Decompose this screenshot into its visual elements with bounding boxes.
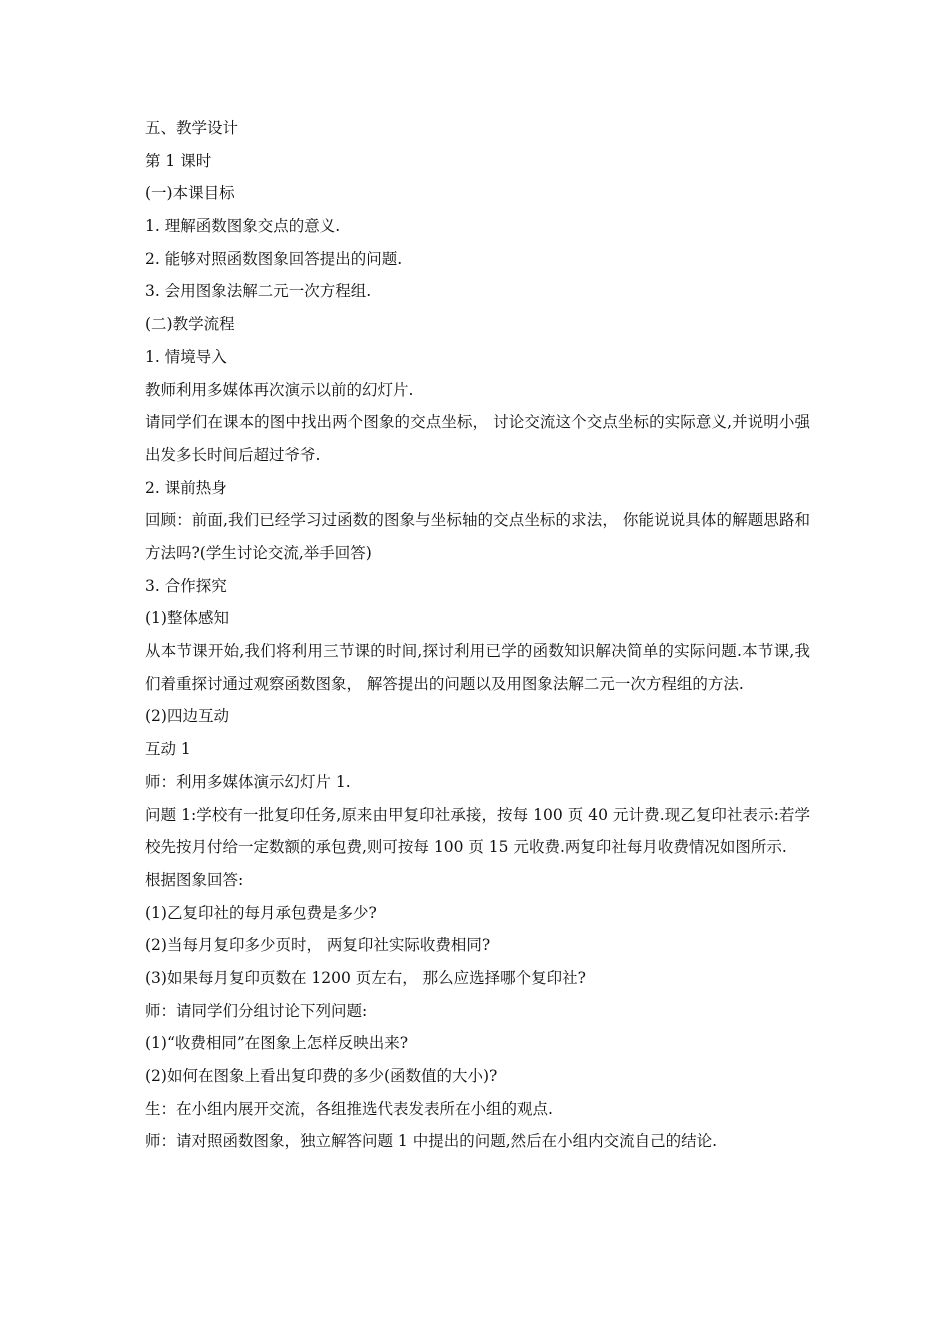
body-text: 根据图象回答: (145, 870, 244, 889)
teacher-line: 师：利用多媒体演示幻灯片 1. (145, 772, 351, 791)
paragraph-warmup: 回顾：前面,我们已经学习过函数的图象与坐标轴的交点坐标的求法， 你能说说具体的解题思路和方法吗?(学生讨论交流,举手回答) (145, 511, 810, 562)
step-heading-warmup: 2. 课前热身 (145, 478, 227, 497)
step-heading-cooperation: 3. 合作探究 (145, 576, 227, 595)
paragraph-intro: 请同学们在课本的图中找出两个图象的交点坐标， 讨论交流这个交点坐标的实际意义,并说明小强出发多长时间后超过爷爷. (145, 413, 810, 464)
interaction-heading-1: 互动 1 (145, 740, 191, 759)
question-item: (2)当每月复印多少页时， 两复印社实际收费相同? (145, 936, 491, 955)
discussion-item: (2)如何在图象上看出复印费的多少(函数值的大小)? (145, 1067, 498, 1086)
subsection-heading-goals: (一)本课目标 (145, 184, 235, 203)
goal-item: 2. 能够对照函数图象回答提出的问题. (145, 249, 403, 268)
document-body (145, 112, 810, 1158)
goal-item: 3. 会用图象法解二元一次方程组. (145, 282, 372, 301)
question-item: (3)如果每月复印页数在 1200 页左右， 那么应选择哪个复印社? (145, 969, 586, 987)
subsection-heading-process: (二)教学流程 (145, 315, 235, 334)
teacher-line: 师：请同学们分组讨论下列问题: (145, 1001, 368, 1020)
question-item: (1)乙复印社的每月承包费是多少? (145, 903, 377, 922)
sub-step-heading-interaction: (2)四边互动 (145, 707, 229, 726)
section-heading: 五、教学设计 (145, 119, 239, 137)
step-heading-intro: 1. 情境导入 (145, 347, 227, 366)
discussion-item: (1)“收费相同”在图象上怎样反映出来? (145, 1034, 409, 1053)
sub-step-heading-overall: (1)整体感知 (145, 609, 229, 628)
paragraph-overall: 从本节课开始,我们将利用三节课的时间,探讨利用已学的函数知识解决简单的实际问题.本节课,我们着重探讨通过观察函数图象， 解答提出的问题以及用图象法解二元一次方程组的方法. (145, 642, 810, 693)
lesson-number: 第 1 课时 (145, 151, 212, 170)
body-text: 教师利用多媒体再次演示以前的幻灯片. (145, 380, 414, 399)
goal-item: 1. 理解函数图象交点的意义. (145, 217, 341, 236)
student-line: 生：在小组内展开交流，各组推选代表发表所在小组的观点. (145, 1099, 553, 1118)
teacher-line: 师：请对照函数图象，独立解答问题 1 中提出的问题,然后在小组内交流自己的结论. (145, 1132, 718, 1151)
paragraph-problem-1: 问题 1:学校有一批复印任务,原来由甲复印社承接，按每 100 页 40 元计费.现乙复印社表示:若学校先按月付给一定数额的承包费,则可按每 100 页 15 元收费.两复印社每月收费情况如图所示. (145, 805, 810, 857)
